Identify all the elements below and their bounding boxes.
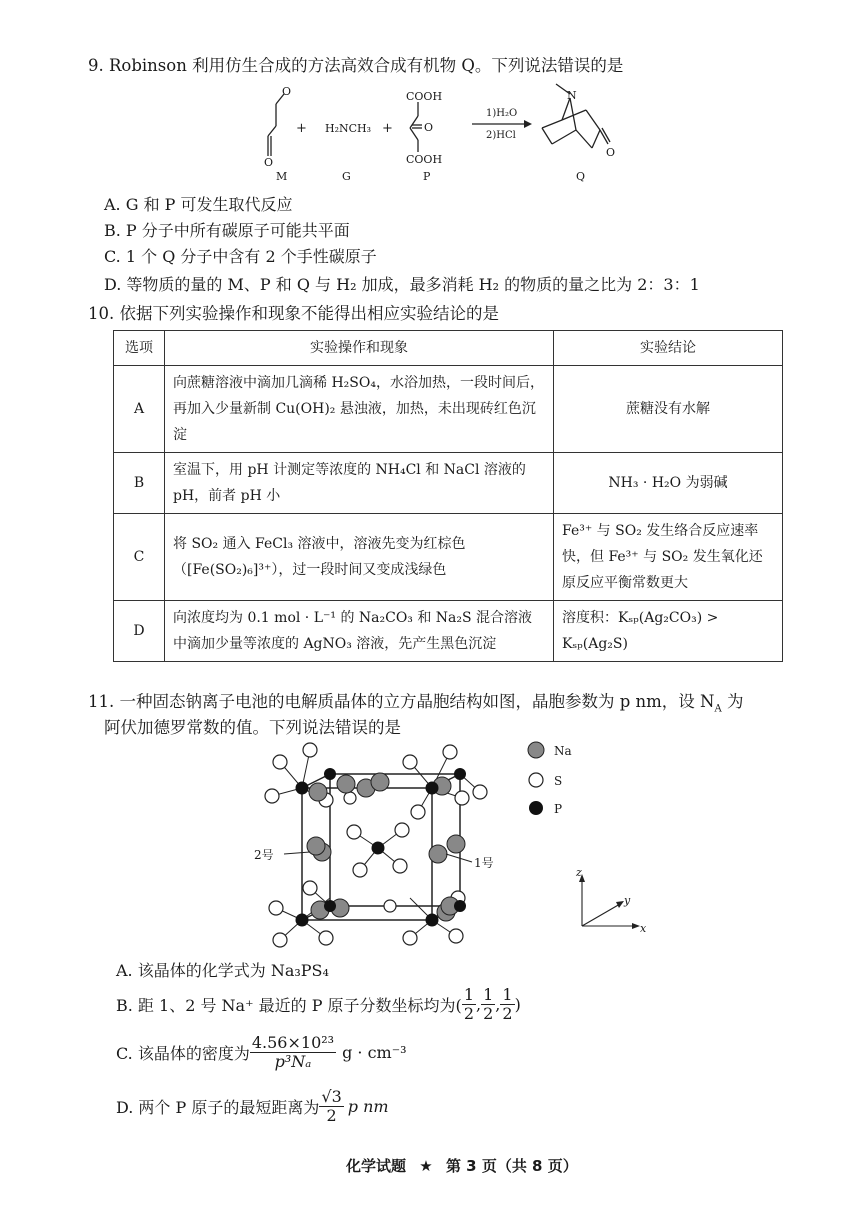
row-d-operation: 向浓度均为 0.1 mol · L⁻¹ 的 Na₂CO₃ 和 Na₂S 混合溶液中滴加少量等浓度的 AgNO₃ 溶液，先产生黑色沉淀 <box>165 601 554 662</box>
molecule-p <box>410 102 422 152</box>
crystal-cell-diagram <box>250 738 500 953</box>
q-n: N <box>567 89 577 102</box>
q10-table <box>113 330 783 662</box>
molecule-m <box>268 94 284 156</box>
marker-1: 1号 <box>474 856 494 870</box>
q9-stem: 9. Robinson 利用仿生合成的方法高效合成有机物 Q。下列说法错误的是 <box>88 56 624 75</box>
row-c-operation: 将 SO₂ 通入 FeCl₃ 溶液中，溶液先变为红棕色（[Fe(SO₂)₆]³⁺），过一段时间又变成浅绿色 <box>165 514 554 601</box>
row-c-conclusion: Fe³⁺ 与 SO₂ 发生络合反应速率快，但 Fe³⁺ 与 SO₂ 发生氧化还原反应平衡常数更大 <box>554 514 783 601</box>
plus-2: + <box>382 121 393 136</box>
label-p: P <box>423 170 431 183</box>
star-icon: ★ <box>419 1157 433 1175</box>
axis-y: y <box>624 894 631 907</box>
label-m: M <box>276 170 288 183</box>
table-row <box>114 601 783 662</box>
label-g: G <box>342 170 351 183</box>
m-o-top: O <box>282 85 292 98</box>
m-o-bottom: O <box>264 156 274 169</box>
row-c-option: C <box>114 514 165 601</box>
atom-legend <box>524 738 594 818</box>
reagent-g: H₂NCH₃ <box>325 122 372 135</box>
marker-2: 2号 <box>254 848 274 862</box>
table-row <box>114 514 783 601</box>
table-row <box>114 453 783 514</box>
q11-option-a: A. 该晶体的化学式为 Na₃PS₄ <box>116 961 329 980</box>
s-legend-icon <box>529 773 543 787</box>
axis-x: x <box>640 922 647 935</box>
na-legend-icon <box>528 742 544 758</box>
p-legend-icon <box>529 801 543 815</box>
legend-s: S <box>554 774 563 788</box>
plus-1: + <box>296 121 307 136</box>
header-operation: 实验操作和现象 <box>165 331 554 366</box>
footer-subject: 化学试题 <box>346 1157 407 1175</box>
q-o: O <box>606 146 616 159</box>
row-a-option: A <box>114 366 165 453</box>
legend-na: Na <box>554 744 572 758</box>
table-row <box>114 366 783 453</box>
axes-diagram <box>570 868 650 938</box>
p-cooh-top: COOH <box>406 90 443 103</box>
header-option: 选项 <box>114 331 165 366</box>
p-o: O <box>424 121 434 134</box>
label-q: Q <box>576 170 586 183</box>
q11-stem-line1: 11. 一种固态钠离子电池的电解质晶体的立方晶胞结构如图，晶胞参数为 p nm，设 $N_A$ 为 <box>88 692 744 715</box>
row-b-operation: 室温下，用 pH 计测定等浓度的 NH₄Cl 和 NaCl 溶液的 pH，前者 pH 小 <box>165 453 554 514</box>
q9-option-b: B. P 分子中所有碳原子可能共平面 <box>104 221 350 240</box>
row-d-option: D <box>114 601 165 662</box>
q11-option-d: D. 两个 P 原子的最短距离为 $\frac{√3}{2}$ p nm <box>116 1087 389 1125</box>
q9-option-c: C. 1 个 Q 分子中含有 2 个手性碳原子 <box>104 247 377 266</box>
row-a-operation: 向蔗糖溶液中滴加几滴稀 H₂SO₄，水浴加热，一段时间后，再加入少量新制 Cu(OH)₂ 悬浊液，加热，未出现砖红色沉淀 <box>165 366 554 453</box>
legend-p: P <box>554 802 563 816</box>
table-header-row <box>114 331 783 366</box>
p-cooh-bottom: COOH <box>406 153 443 166</box>
condition-1: 1)H₂O <box>486 108 518 119</box>
q9-option-a: A. G 和 P 可发生取代反应 <box>104 195 293 214</box>
q9-reaction-scheme <box>240 80 670 190</box>
q10-stem: 10. 依据下列实验操作和现象不能得出相应实验结论的是 <box>88 304 499 323</box>
q9-option-d: D. 等物质的量的 M、P 和 Q 与 H₂ 加成，最多消耗 H₂ 的物质的量之比为 2：3：1 <box>104 275 700 294</box>
q11-option-b: B. 距 1、2 号 Na⁺ 最近的 P 原子分数坐标均为( $\frac{1}{2}$ , $\frac{1}{2}$ , $\frac{1}{2}$ ) <box>116 985 521 1023</box>
page-footer <box>346 1155 578 1176</box>
q11-stem-line2: 阿伏加德罗常数的值。下列说法错误的是 <box>104 718 401 737</box>
condition-2: 2)HCl <box>486 130 516 141</box>
header-conclusion: 实验结论 <box>554 331 783 366</box>
row-b-option: B <box>114 453 165 514</box>
q11-option-c: C. 该晶体的密度为 $\frac{\text{4.56×10²³}}{\text{p³Nₐ}}$ g · cm⁻³ <box>116 1033 407 1071</box>
row-a-conclusion: 蔗糖没有水解 <box>554 366 783 453</box>
footer-page: 第 3 页（共 8 页） <box>445 1157 578 1175</box>
row-b-conclusion: NH₃ · H₂O 为弱碱 <box>554 453 783 514</box>
row-d-conclusion: 溶度积：Kₛₚ(Ag₂CO₃) > Kₛₚ(Ag₂S) <box>554 601 783 662</box>
axis-z: z <box>576 868 582 879</box>
